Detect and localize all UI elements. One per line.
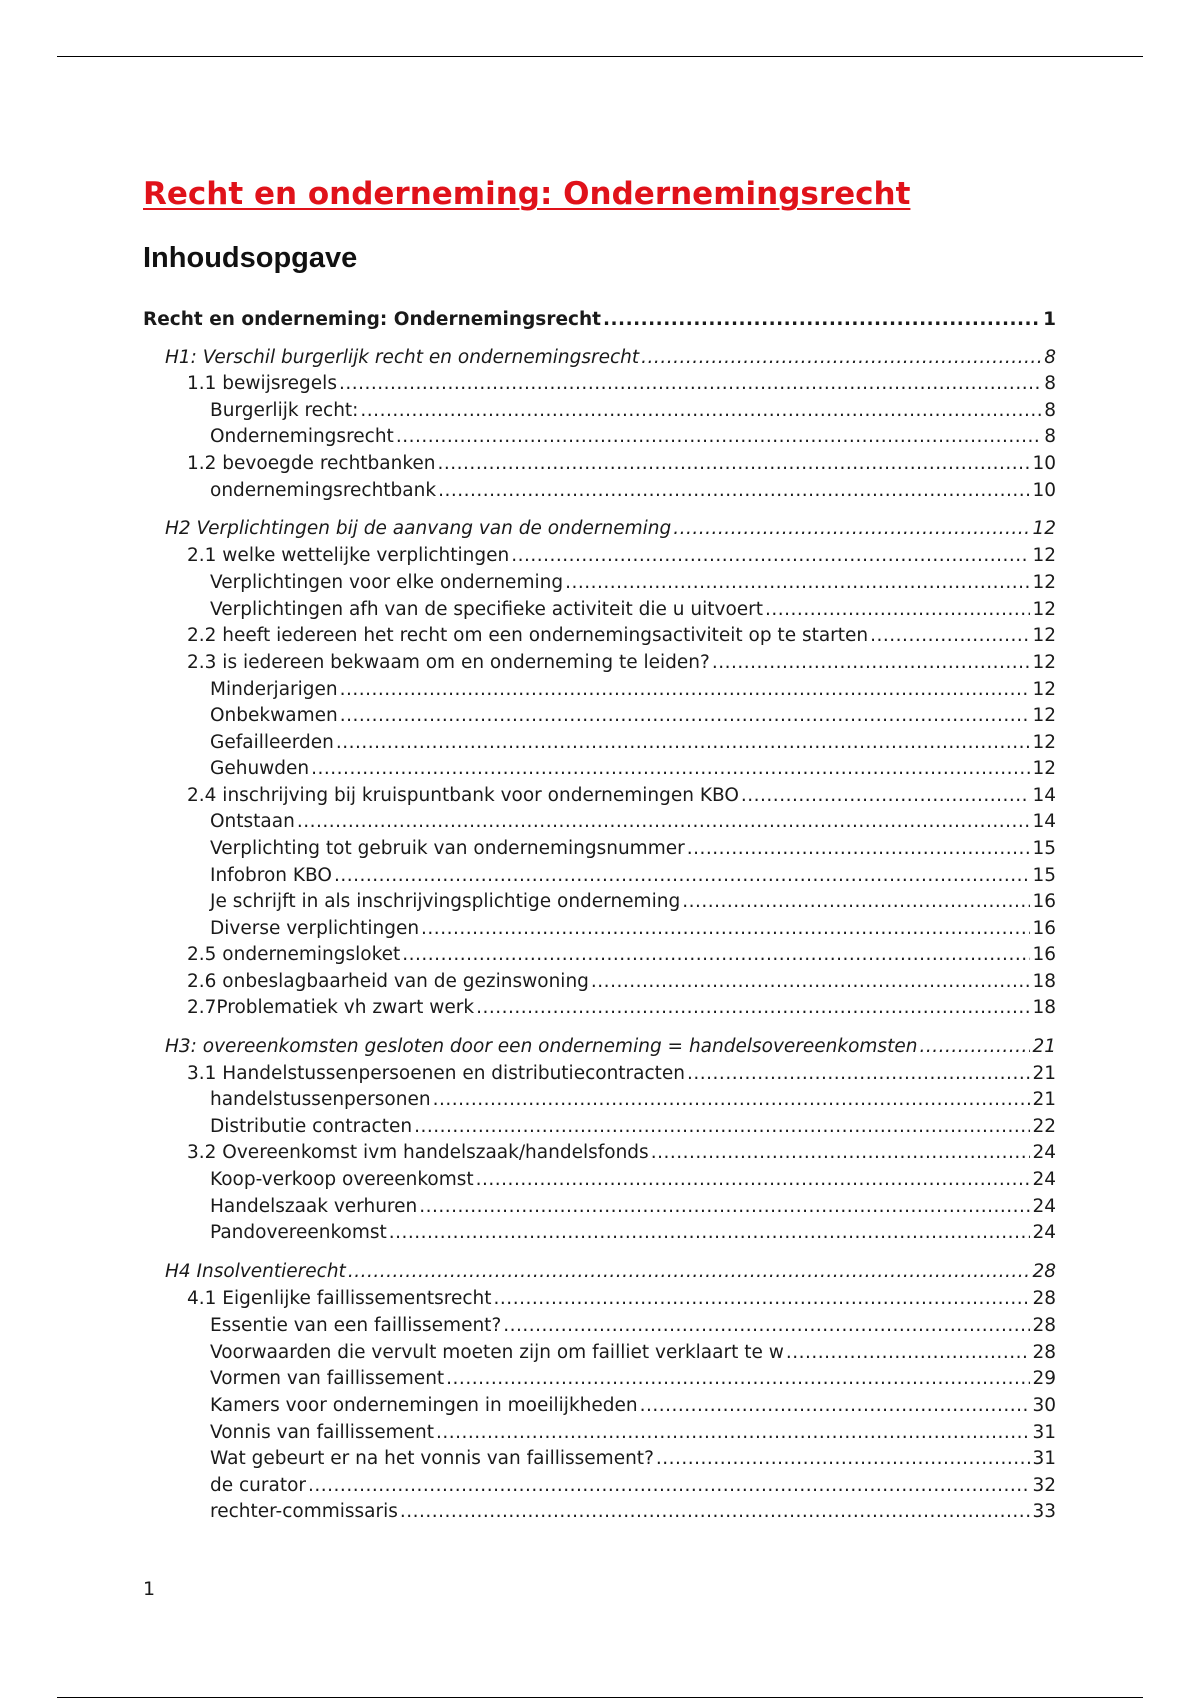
toc-entry[interactable] xyxy=(210,917,1056,941)
toc-heading: Inhoudsopgave xyxy=(143,242,358,274)
toc-entry[interactable] xyxy=(187,1062,1056,1086)
toc-dot-leader xyxy=(641,346,1042,370)
toc-entry[interactable] xyxy=(187,651,1056,675)
toc-entry[interactable] xyxy=(210,731,1056,755)
footer-rule xyxy=(57,1697,1143,1698)
toc-entry-page: 22 xyxy=(1032,1116,1056,1137)
toc-entry-page: 28 xyxy=(1032,1315,1056,1336)
toc-entry-page: 12 xyxy=(1032,758,1056,779)
toc-entry[interactable] xyxy=(210,1500,1056,1524)
toc-dot-leader xyxy=(565,571,1030,595)
toc-entry-label: de curator xyxy=(210,1475,307,1496)
toc-dot-leader xyxy=(389,1221,1031,1245)
toc-entry[interactable] xyxy=(187,1141,1056,1165)
toc-dot-leader xyxy=(334,864,1031,888)
toc-entry-page: 12 xyxy=(1032,652,1056,673)
toc-dot-leader xyxy=(297,810,1031,834)
toc-dot-leader xyxy=(340,678,1031,702)
toc-entry-page: 24 xyxy=(1032,1169,1056,1190)
toc-entry-label: H2 Verplichtingen bij de aanvang van de onderneming xyxy=(165,518,672,539)
toc-entry-label: 2.1 welke wettelijke verplichtingen xyxy=(187,545,510,566)
toc-entry[interactable] xyxy=(187,372,1056,396)
toc-entry-label: Gefailleerden xyxy=(210,732,334,753)
toc-entry[interactable] xyxy=(210,757,1056,781)
toc-dot-leader xyxy=(870,624,1030,648)
toc-entry-page: 8 xyxy=(1044,400,1056,421)
toc-entry-page: 24 xyxy=(1032,1142,1056,1163)
toc-entry-label: Kamers voor ondernemingen in moeilijkheden xyxy=(210,1395,638,1416)
toc-entry[interactable] xyxy=(210,1088,1056,1112)
toc-dot-leader xyxy=(311,757,1030,781)
toc-dot-leader xyxy=(400,1500,1031,1524)
toc-dot-leader xyxy=(421,917,1030,941)
toc-dot-leader xyxy=(438,452,1031,476)
toc-entry-page: 28 xyxy=(1032,1342,1056,1363)
toc-entry-page: 12 xyxy=(1032,572,1056,593)
toc-entry-label: 2.2 heeft iedereen het recht om een ondernemingsactiviteit op te starten xyxy=(187,625,869,646)
toc-entry-page: 28 xyxy=(1032,1261,1056,1282)
toc-entry[interactable] xyxy=(210,1474,1056,1498)
toc-dot-leader xyxy=(396,425,1042,449)
toc-dot-leader xyxy=(786,1341,1031,1365)
toc-entry-page: 30 xyxy=(1032,1395,1056,1416)
toc-dot-leader xyxy=(673,517,1030,541)
toc-entry[interactable] xyxy=(187,784,1056,808)
toc-dot-leader xyxy=(476,1168,1031,1192)
toc-entry-page: 14 xyxy=(1032,785,1056,806)
toc-entry-label: Burgerlijk recht: xyxy=(210,400,359,421)
toc-dot-leader xyxy=(340,704,1031,728)
toc-entry-label: Je schrijft in als inschrijvingsplichtige onderneming xyxy=(210,891,681,912)
toc-entry-page: 21 xyxy=(1032,1036,1056,1057)
toc-dot-leader xyxy=(687,1062,1030,1086)
toc-dot-leader xyxy=(360,399,1042,423)
toc-entry-label: rechter-commissaris xyxy=(210,1501,398,1522)
toc-entry-label: ondernemingsrechtbank xyxy=(210,480,437,501)
toc-entry-page: 12 xyxy=(1032,732,1056,753)
toc-entry[interactable] xyxy=(165,346,1056,370)
toc-entry[interactable] xyxy=(210,1367,1056,1391)
toc-entry-label: Ondernemingsrecht xyxy=(210,426,394,447)
toc-entry[interactable] xyxy=(210,1447,1056,1471)
toc-entry-page: 21 xyxy=(1032,1063,1056,1084)
toc-entry-label: 2.3 is iedereen bekwaam om en onderneming te leiden? xyxy=(187,652,710,673)
toc-dot-leader xyxy=(436,1421,1030,1445)
toc-dot-leader xyxy=(336,731,1031,755)
toc-entry-label: Diverse verplichtingen xyxy=(210,918,420,939)
toc-dot-leader xyxy=(687,837,1031,861)
toc-entry-page: 10 xyxy=(1032,480,1056,501)
toc-entry-page: 12 xyxy=(1032,599,1056,620)
toc-entry-label: Wat gebeurt er na het vonnis van faillissement? xyxy=(210,1448,654,1469)
toc-entry-page: 15 xyxy=(1032,838,1056,859)
toc-entry-label: Essentie van een faillissement? xyxy=(210,1315,502,1336)
toc-dot-leader xyxy=(414,1115,1030,1139)
toc-entry-page: 31 xyxy=(1032,1448,1056,1469)
toc-entry[interactable] xyxy=(165,1035,1056,1059)
toc-entry[interactable] xyxy=(210,864,1056,888)
toc-entry[interactable] xyxy=(143,308,1056,332)
toc-entry-label: Verplichtingen afh van de specifieke activiteit die u uitvoert xyxy=(210,599,764,620)
toc-entry-page: 18 xyxy=(1032,997,1056,1018)
toc-entry-label: 2.7Problematiek vh zwart werk xyxy=(187,997,475,1018)
toc-entry-label: H3: overeenkomsten gesloten door een onderneming = handelsovereenkomsten xyxy=(165,1036,918,1057)
toc-dot-leader xyxy=(741,784,1031,808)
toc-entry-page: 1 xyxy=(1043,309,1056,330)
toc-dot-leader xyxy=(339,372,1042,396)
toc-entry[interactable] xyxy=(210,678,1056,702)
toc-entry-label: 2.6 onbeslagbaarheid van de gezinswoning xyxy=(187,971,589,992)
toc-entry-label: 1.1 bewijsregels xyxy=(187,373,337,394)
toc-entry-page: 21 xyxy=(1032,1089,1056,1110)
toc-entry[interactable] xyxy=(187,996,1056,1020)
toc-entry-page: 8 xyxy=(1044,426,1056,447)
toc-entry-page: 32 xyxy=(1032,1475,1056,1496)
toc-entry-label: Handelszaak verhuren xyxy=(210,1196,418,1217)
toc-entry[interactable] xyxy=(210,571,1056,595)
toc-entry-label: Ontstaan xyxy=(210,811,295,832)
toc-entry[interactable] xyxy=(210,1195,1056,1219)
toc-entry-page: 12 xyxy=(1032,625,1056,646)
toc-entry[interactable] xyxy=(187,1287,1056,1311)
toc-dot-leader xyxy=(511,544,1030,568)
toc-dot-leader xyxy=(919,1035,1030,1059)
toc-entry-page: 8 xyxy=(1044,373,1056,394)
toc-entry[interactable] xyxy=(210,1314,1056,1338)
toc-entry[interactable] xyxy=(187,544,1056,568)
toc-entry[interactable] xyxy=(210,1394,1056,1418)
toc-entry[interactable] xyxy=(210,1115,1056,1139)
toc-entry-label: H4 Insolventierecht xyxy=(165,1261,346,1282)
toc-dot-leader xyxy=(348,1260,1031,1284)
toc-entry[interactable] xyxy=(210,1421,1056,1445)
toc-dot-leader xyxy=(503,1314,1030,1338)
toc-entry-label: Verplichtingen voor elke onderneming xyxy=(210,572,564,593)
toc-dot-leader xyxy=(308,1474,1030,1498)
toc-entry-page: 16 xyxy=(1032,918,1056,939)
toc-entry-page: 28 xyxy=(1032,1288,1056,1309)
toc-entry-page: 24 xyxy=(1032,1196,1056,1217)
toc-entry-label: Koop-verkoop overeenkomst xyxy=(210,1169,474,1190)
toc-entry[interactable] xyxy=(210,1341,1056,1365)
toc-dot-leader xyxy=(591,970,1031,994)
toc-entry[interactable] xyxy=(165,1260,1056,1284)
toc-entry[interactable] xyxy=(187,970,1056,994)
toc-entry[interactable] xyxy=(187,624,1056,648)
toc-dot-leader xyxy=(476,996,1030,1020)
toc-dot-leader xyxy=(712,651,1031,675)
toc-entry-label: Recht en onderneming: Ondernemingsrecht xyxy=(143,309,601,330)
toc-entry-label: H1: Verschil burgerlijk recht en ondernemingsrecht xyxy=(165,347,640,368)
toc-entry[interactable] xyxy=(210,425,1056,449)
toc-entry[interactable] xyxy=(210,810,1056,834)
toc-entry-label: 3.2 Overeenkomst ivm handelszaak/handelsfonds xyxy=(187,1142,649,1163)
toc-entry-page: 18 xyxy=(1032,971,1056,992)
toc-dot-leader xyxy=(438,479,1030,503)
toc-entry-page: 16 xyxy=(1032,944,1056,965)
toc-dot-leader xyxy=(603,308,1041,332)
toc-entry[interactable] xyxy=(187,452,1056,476)
toc-entry-page: 24 xyxy=(1032,1222,1056,1243)
toc-entry[interactable] xyxy=(210,479,1056,503)
toc-entry[interactable] xyxy=(210,837,1056,861)
toc-entry-page: 12 xyxy=(1032,679,1056,700)
toc-dot-leader xyxy=(656,1447,1031,1471)
toc-entry-label: 2.4 inschrijving bij kruispuntbank voor ondernemingen KBO xyxy=(187,785,739,806)
toc-dot-leader xyxy=(419,1195,1030,1219)
toc-entry-label: Minderjarigen xyxy=(210,679,338,700)
toc-entry-label: Verplichting tot gebruik van ondernemingsnummer xyxy=(210,838,685,859)
toc-entry-page: 8 xyxy=(1044,347,1056,368)
toc-entry-label: Pandovereenkomst xyxy=(210,1222,387,1243)
toc-entry-page: 33 xyxy=(1032,1501,1056,1522)
toc-dot-leader xyxy=(402,943,1030,967)
toc-dot-leader xyxy=(494,1287,1031,1311)
toc-entry[interactable] xyxy=(187,943,1056,967)
toc-entry-page: 15 xyxy=(1032,865,1056,886)
toc-dot-leader xyxy=(640,1394,1031,1418)
toc-entry-label: 1.2 bevoegde rechtbanken xyxy=(187,453,436,474)
toc-dot-leader xyxy=(433,1088,1031,1112)
toc-entry[interactable] xyxy=(210,1168,1056,1192)
toc-entry[interactable] xyxy=(210,598,1056,622)
toc-entry-label: 3.1 Handelstussenpersoenen en distributiecontracten xyxy=(187,1063,686,1084)
toc-entry-page: 10 xyxy=(1032,453,1056,474)
toc-entry-page: 14 xyxy=(1032,811,1056,832)
toc-dot-leader xyxy=(446,1367,1030,1391)
toc-entry-label: Distributie contracten xyxy=(210,1116,413,1137)
toc-entry[interactable] xyxy=(165,517,1056,541)
toc-entry-label: Vonnis van faillissement xyxy=(210,1422,434,1443)
toc-dot-leader xyxy=(765,598,1030,622)
toc-entry[interactable] xyxy=(210,704,1056,728)
toc-entry-page: 29 xyxy=(1032,1368,1056,1389)
toc-dot-leader xyxy=(651,1141,1031,1165)
toc-entry-label: Onbekwamen xyxy=(210,705,338,726)
page-number: 1 xyxy=(143,1578,156,1600)
toc-entry-label: Vormen van faillissement xyxy=(210,1368,445,1389)
toc-entry-page: 12 xyxy=(1032,518,1056,539)
document-title: Recht en onderneming: Ondernemingsrecht xyxy=(143,176,911,212)
toc-entry-page: 12 xyxy=(1032,705,1056,726)
toc-dot-leader xyxy=(682,890,1030,914)
toc-entry-label: 2.5 ondernemingsloket xyxy=(187,944,401,965)
toc-entry[interactable] xyxy=(210,399,1056,423)
toc-entry-page: 31 xyxy=(1032,1422,1056,1443)
toc-entry-page: 16 xyxy=(1032,891,1056,912)
toc-entry-label: handelstussenpersonen xyxy=(210,1089,431,1110)
toc-entry-page: 12 xyxy=(1032,545,1056,566)
toc-entry-label: Voorwaarden die vervult moeten zijn om failliet verklaart te w xyxy=(210,1342,784,1363)
toc-entry[interactable] xyxy=(210,890,1056,914)
toc-entry-label: Infobron KBO xyxy=(210,865,332,886)
toc-entry[interactable] xyxy=(210,1221,1056,1245)
header-rule xyxy=(57,56,1143,57)
toc-entry-label: Gehuwden xyxy=(210,758,310,779)
toc-entry-label: 4.1 Eigenlijke faillissementsrecht xyxy=(187,1288,492,1309)
